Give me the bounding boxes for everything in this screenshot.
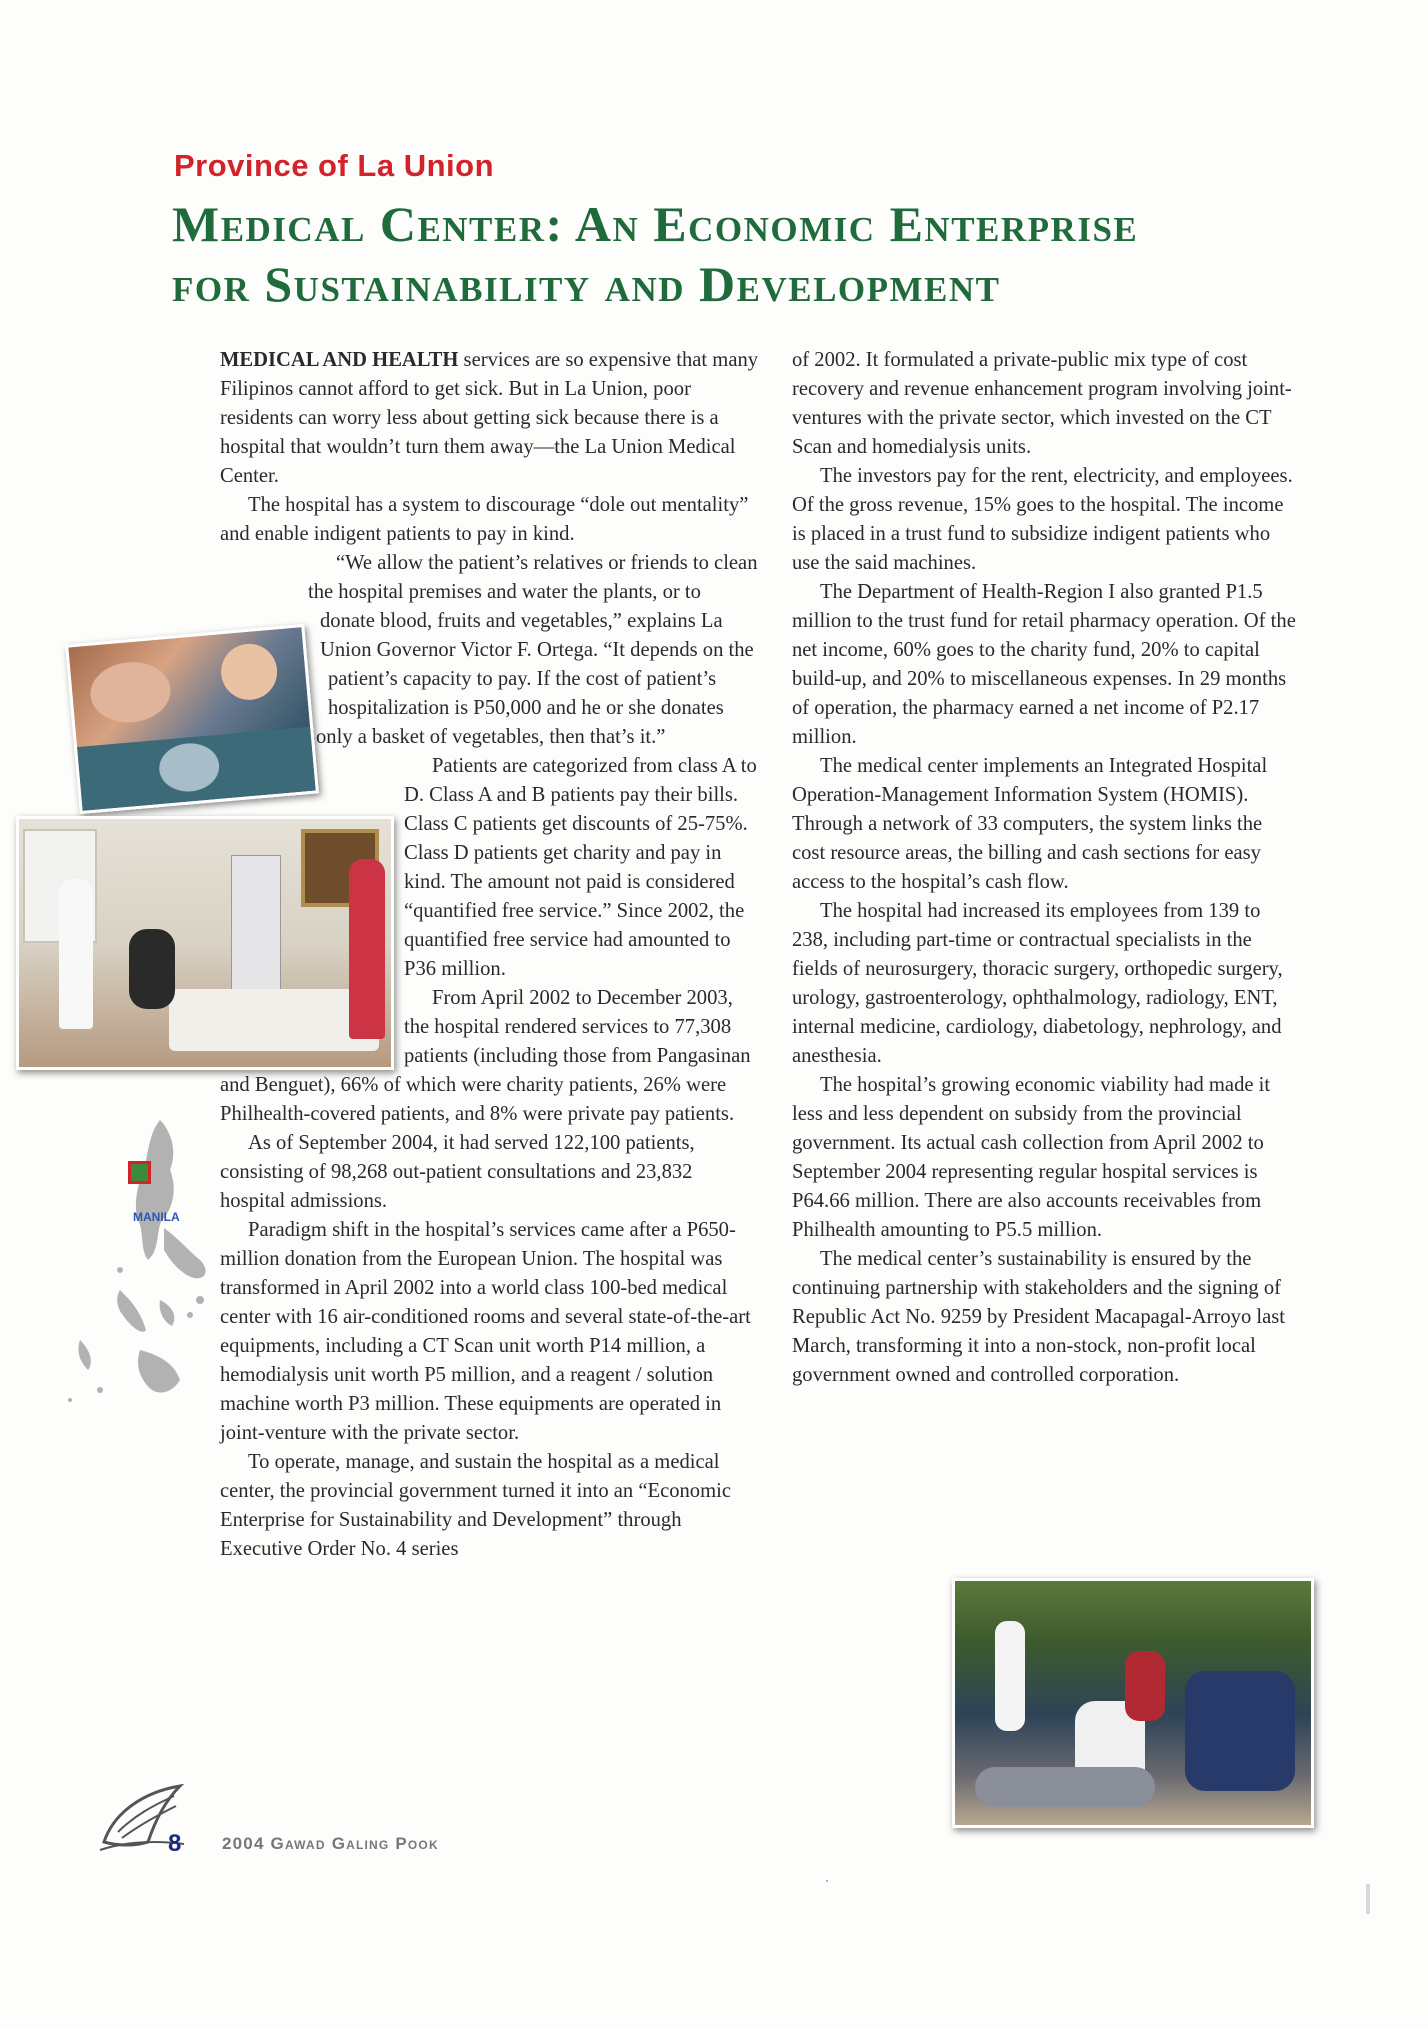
- dialysis-ward-photo: [16, 816, 394, 1070]
- paragraph-r2: The investors pay for the rent, electricity, and employees. Of the gross revenue, 15% goes to the hospital. The income is placed in a trust fund to subsidize indigent patients who use the said machines.: [792, 465, 1293, 574]
- title-line-1: Medical Center: An Economic Enterprise: [172, 196, 1139, 252]
- philippines-map-icon: [60, 1100, 230, 1420]
- paragraph-6: As of September 2004, it had served 122,100 patients, consisting of 98,268 out-patient consultations and 23,832 hospital admissions.: [220, 1132, 695, 1212]
- paragraph-5: From April 2002 to December 2003, the hospital rendered services to 77,308 patients (including those from Pangasinan and Benguet), 66% of which were charity patients, 26% were Philhealth-covered patients, and 8% were private pay patients.: [220, 987, 751, 1125]
- publication-name: 2004 Gawad Galing Pook: [222, 1834, 439, 1853]
- right-column: [792, 346, 1300, 1663]
- paragraph-1: MEDICAL AND HEALTH services are so expensive that many Filipinos cannot afford to get sick. But in La Union, poor residents can worry less about getting sick because there is a hospital that wouldn’t turn them away—the La Union Medical Center.: [220, 349, 759, 487]
- paragraph-4: Patients are categorized from class A to D. Class A and B patients pay their bills. Class C patients get discounts of 25-75%. Class D patients get charity and pay in kind. The amount not paid is considered “quantified free service.” Since 2002, the quantified free service had amounted to P36 million.: [404, 755, 757, 980]
- page-number: 8: [168, 1830, 182, 1857]
- paragraph-r1: of 2002. It formulated a private-public mix type of cost recovery and revenue enhancement program involving joint-ventures with the private sector, which invested on the CT Scan and homedialysis units.: [792, 349, 1292, 458]
- paragraph-r5: The hospital had increased its employees from 139 to 238, including part-time or contractual specialists in the fields of neurosurgery, thoracic surgery, orthopedic surgery, urology, gastroenterology, ophthalmology, radiology, ENT, internal medicine, cardiology, diabetology, nephrology, and anesthesia.: [792, 900, 1283, 1067]
- scan-edge-mark: [1366, 1884, 1370, 1914]
- paragraph-2: The hospital has a system to discourage “dole out mentality” and enable indigent patients to pay in kind.: [220, 494, 749, 545]
- lead-in: MEDICAL AND HEALTH: [220, 349, 459, 371]
- outdoor-medical-mission-photo: [952, 1578, 1314, 1828]
- paragraph-r4: The medical center implements an Integrated Hospital Operation-Management Information System (HOMIS). Through a network of 33 computers, the system links the cost resource areas, the billing and cash sections for easy access to the hospital’s cash flow.: [792, 755, 1268, 893]
- scan-speck: [826, 1880, 828, 1882]
- surgery-photo-collage: [65, 624, 319, 814]
- article-title: [172, 194, 1312, 314]
- paragraph-r6: The hospital’s growing economic viability had made it less and less dependent on subsidy from the provincial government. Its actual cash collection from April 2002 to September 2004 representing regular hospital services is P64.66 million. There are also accounts receivables from Philhealth amounting to P5.5 million.: [792, 1074, 1271, 1241]
- map-label-manila: MANILA: [133, 1210, 180, 1224]
- la-union-marker: [128, 1161, 151, 1184]
- paragraph-7: Paradigm shift in the hospital’s services came after a P650-million donation from the European Union. The hospital was transformed in April 2002 into a world class 100-bed medical center with 16 air-conditioned rooms and several state-of-the-art equipments, including a CT Scan unit worth P14 million, a hemodialysis unit worth P5 million, and a reagent / solution machine worth P3 million. These equipments are operated in joint-venture with the private sector.: [220, 1219, 751, 1444]
- paragraph-r3: The Department of Health-Region I also granted P1.5 million to the trust fund for retail pharmacy operation. Of the net income, 60% goes to the charity fund, 20% to capital build-up, and 20% to miscellaneous expenses. In 29 months of operation, the pharmacy earned a net income of P2.17 million.: [792, 581, 1296, 748]
- section-kicker: Province of La Union: [174, 148, 495, 183]
- paragraph-3: “We allow the patient’s relatives or friends to clean the hospital premises and water the plants, or to donate blood, fruits and vegetables,” explains La Union Governor Victor F. Ortega. “It depends on the patient’s capacity to pay. If the cost of patient’s hospitalization is P50,000 and he or she donates only a basket of vegetables, then that’s it.”: [308, 552, 758, 748]
- paragraph-8: To operate, manage, and sustain the hospital as a medical center, the provincial government turned it into an “Economic Enterprise for Sustainability and Development” through Executive Order No. 4 series: [220, 1451, 731, 1560]
- title-line-2: for Sustainability and Development: [172, 256, 1001, 312]
- paragraph-r7: The medical center’s sustainability is ensured by the continuing partnership with stakeholders and the signing of Republic Act No. 9259 by President Macapagal-Arroyo last March, transforming it into a non-stock, non-profit local government owned and controlled corporation.: [792, 1248, 1285, 1386]
